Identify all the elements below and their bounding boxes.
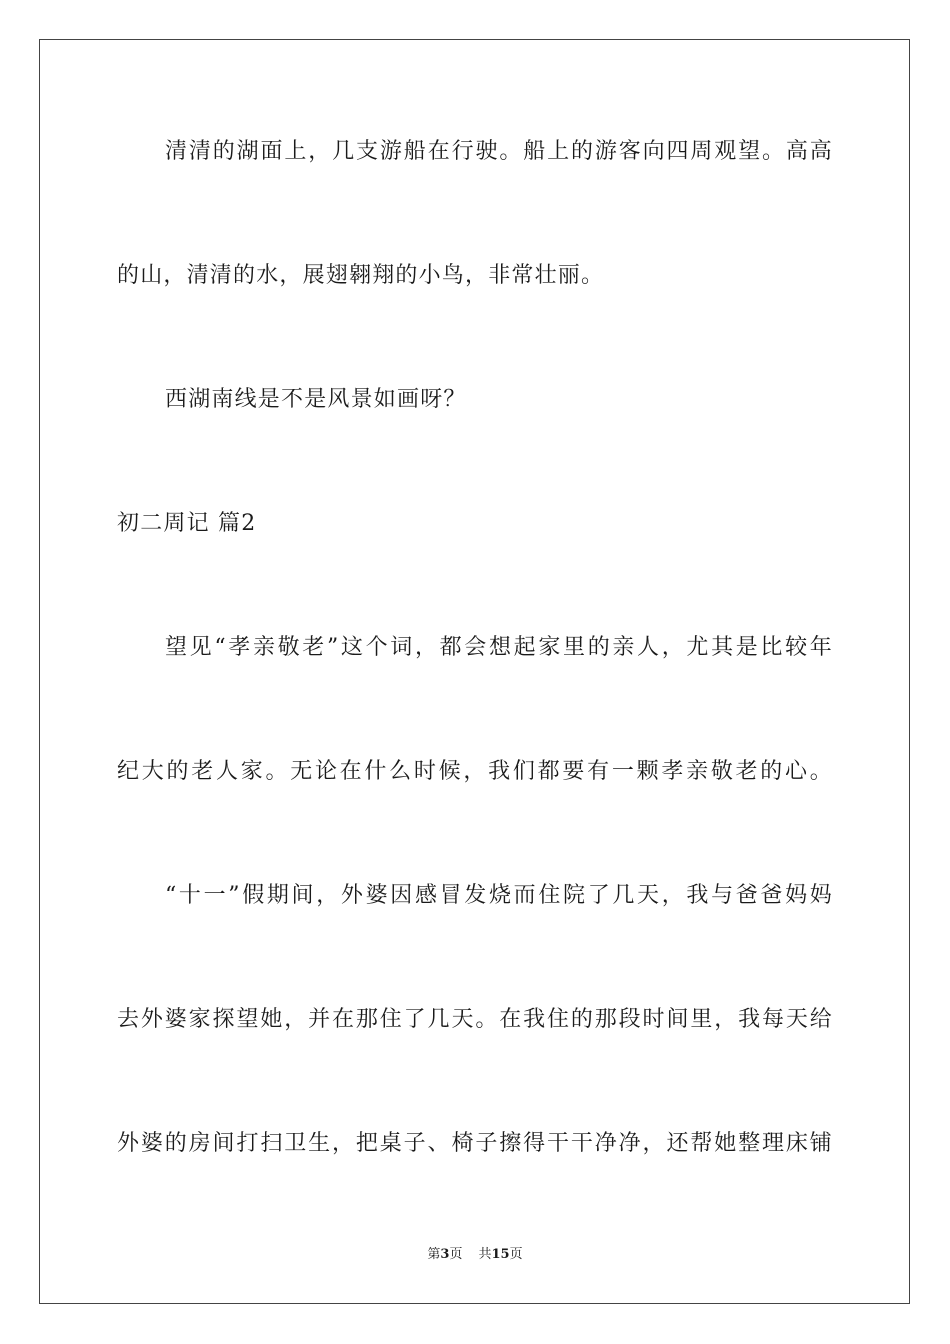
paragraph-1-line-1: 清清的湖面上，几支游船在行驶。船上的游客向四周观望。高高 — [165, 139, 833, 164]
page-footer — [0, 1246, 950, 1264]
footer-total-suffix: 页 — [509, 1247, 523, 1262]
footer-total-number: 15 — [491, 1247, 510, 1262]
paragraph-4-line-1: “十一”假期间，外婆因感冒发烧而住院了几天，我与爸爸妈妈 — [165, 883, 833, 908]
footer-page-suffix: 页 — [449, 1247, 463, 1262]
footer-total-prefix: 共 — [478, 1247, 492, 1262]
footer-page-number: 3 — [440, 1247, 450, 1262]
paragraph-4-line-2: 去外婆家探望她，并在那住了几天。在我住的那段时间里，我每天给 — [117, 1007, 833, 1032]
page-frame — [39, 39, 910, 1304]
footer-page-prefix: 第 — [427, 1247, 441, 1262]
paragraph-3-line-2: 纪大的老人家。无论在什么时候，我们都要有一颗孝亲敬老的心。 — [117, 759, 833, 784]
paragraph-2-line-1: 西湖南线是不是风景如画呀？ — [165, 387, 467, 412]
paragraph-1-line-2: 的山，清清的水，展翅翱翔的小鸟，非常壮丽。 — [117, 263, 605, 288]
section-heading: 初二周记 篇2 — [117, 511, 257, 536]
paragraph-3-line-1: 望见“孝亲敬老”这个词，都会想起家里的亲人，尤其是比较年 — [165, 635, 833, 660]
paragraph-4-line-3: 外婆的房间打扫卫生，把桌子、椅子擦得干干净净，还帮她整理床铺 — [117, 1131, 833, 1156]
